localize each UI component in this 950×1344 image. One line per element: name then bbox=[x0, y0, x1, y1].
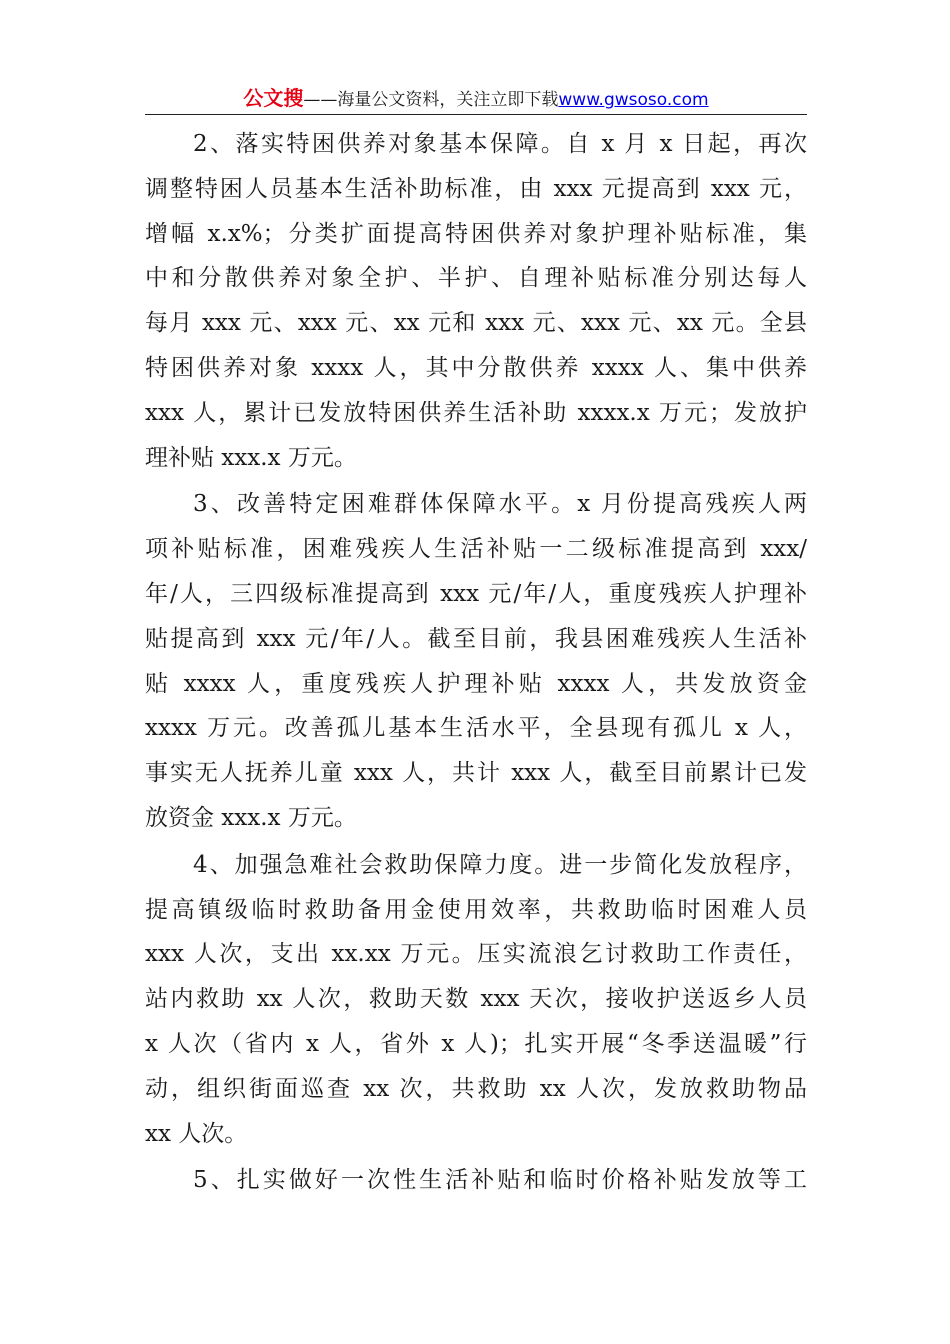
text-line: 提高镇级临时救助备用金使用效率，共救助临时困难人员 bbox=[145, 896, 807, 923]
brand-logo-text: 公文搜 bbox=[243, 86, 304, 110]
text-line: x 人次（省内 x 人，省外 x 人)；扎实开展“冬季送温暖”行 bbox=[145, 1030, 807, 1057]
text-line: 理补贴 xxx.x 万元。 bbox=[145, 444, 357, 471]
text-line: 放资金 xxx.x 万元。 bbox=[145, 804, 357, 831]
paragraph-2 bbox=[145, 122, 807, 480]
text-line: xx 人次。 bbox=[145, 1120, 248, 1147]
text-line: 年/人，三四级标准提高到 xxx 元/年/人，重度残疾人护理补 bbox=[145, 580, 807, 607]
text-line: 中和分散供养对象全护、半护、自理补贴标准分别达每人 bbox=[145, 265, 807, 292]
paragraph-3 bbox=[145, 482, 807, 840]
text-line: 贴提高到 xxx 元/年/人。截至目前，我县困难残疾人生活补 bbox=[145, 625, 807, 652]
text-line: 4、加强急难社会救助保障力度。进一步简化发放程序， bbox=[193, 851, 807, 878]
paragraph-5 bbox=[145, 1158, 807, 1203]
document-header bbox=[145, 82, 807, 115]
header-slogan: ——海量公文资料，关注立即下载 bbox=[303, 90, 559, 110]
text-line: 3、改善特定困难群体保障水平。x 月份提高残疾人两 bbox=[193, 491, 807, 518]
text-line: 调整特困人员基本生活补助标准，由 xxx 元提高到 xxx 元， bbox=[145, 175, 807, 202]
text-line: xxxx 万元。改善孤儿基本生活水平，全县现有孤儿 x 人， bbox=[145, 715, 807, 742]
text-line: 每月 xxx 元、xxx 元、xx 元和 xxx 元、xxx 元、xx 元。全县 bbox=[145, 310, 807, 337]
text-line: xxx 人，累计已发放特困供养生活补助 xxxx.x 万元；发放护 bbox=[145, 399, 807, 426]
text-line: xxx 人次，支出 xx.xx 万元。压实流浪乞讨救助工作责任， bbox=[145, 941, 807, 968]
site-link[interactable]: www.gwsoso.com bbox=[558, 90, 709, 110]
paragraph-4 bbox=[145, 843, 807, 1157]
document-body bbox=[145, 122, 807, 1203]
text-line: 增幅 x.x%；分类扩面提高特困供养对象护理补贴标准，集 bbox=[145, 220, 807, 247]
text-line: 项补贴标准，困难残疾人生活补贴一二级标准提高到 xxx/ bbox=[145, 536, 807, 563]
text-line: 站内救助 xx 人次，救助天数 xxx 天次，接收护送返乡人员 bbox=[145, 986, 807, 1013]
text-line: 2、落实特困供养对象基本保障。自 x 月 x 日起，再次 bbox=[193, 131, 807, 157]
text-line: 事实无人抚养儿童 xxx 人，共计 xxx 人，截至目前累计已发 bbox=[145, 760, 807, 787]
text-line: 5、扎实做好一次性生活补贴和临时价格补贴发放等工 bbox=[193, 1167, 807, 1194]
text-line: 贴 xxxx 人，重度残疾人护理补贴 xxxx 人，共发放资金 bbox=[145, 670, 807, 697]
text-line: 特困供养对象 xxxx 人，其中分散供养 xxxx 人、集中供养 bbox=[145, 354, 807, 381]
text-line: 动，组织街面巡查 xx 次，共救助 xx 人次，发放救助物品 bbox=[145, 1075, 807, 1102]
